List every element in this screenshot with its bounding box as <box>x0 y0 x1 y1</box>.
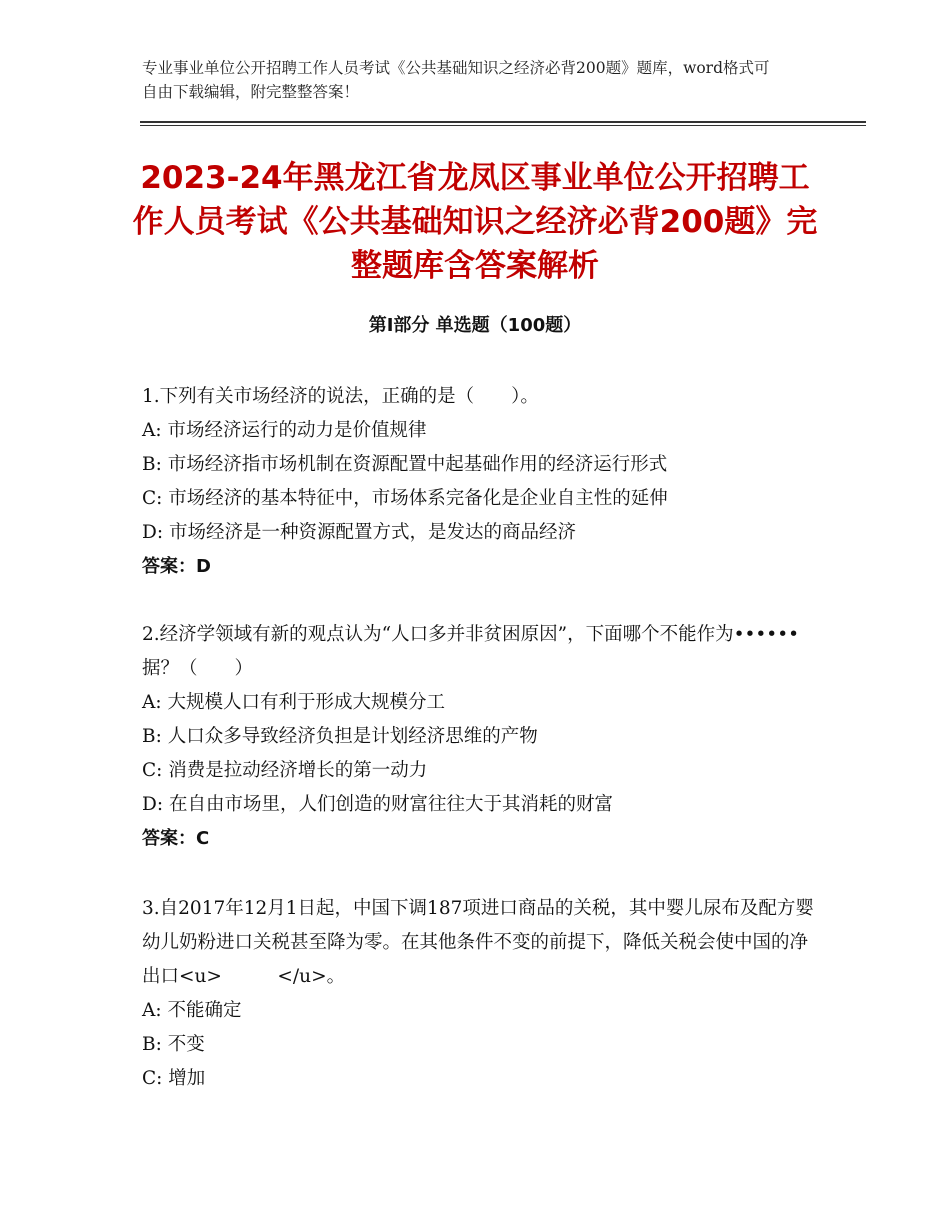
question-stem: 1.下列有关市场经济的说法，正确的是（ ）。 <box>142 386 539 407</box>
question-2 <box>142 618 822 856</box>
option-d: D: 市场经济是一种资源配置方式，是发达的商品经济 <box>142 522 576 543</box>
section-heading: 第Ⅰ部分 单选题（100题） <box>368 315 582 336</box>
question-stem: 3.自2017年12月1日起，中国下调187项进口商品的关税，其中婴儿尿布及配方婴幼儿奶粉进口关税甚至降为零。在其他条件不变的前提下，降低关税会使中国的净出口<u> </u>。 <box>142 898 814 987</box>
question-3 <box>142 892 822 1096</box>
document-title: 2023-24年黑龙江省龙凤区事业单位公开招聘工作人员考试《公共基础知识之经济必背200题》完整题库含答案解析 <box>132 160 818 284</box>
option-c: C: 消费是拉动经济增长的第一动力 <box>142 760 428 781</box>
option-a: A: 市场经济运行的动力是价值规律 <box>142 420 427 441</box>
answer: 答案：C <box>142 828 210 849</box>
option-c: C: 市场经济的基本特征中，市场体系完备化是企业自主性的延伸 <box>142 488 668 509</box>
option-a: A: 大规模人口有利于形成大规模分工 <box>142 692 445 713</box>
option-b: B: 人口众多导致经济负担是计划经济思维的产物 <box>142 726 538 747</box>
option-a: A: 不能确定 <box>142 1000 242 1021</box>
question-stem: 2.经济学领域有新的观点认为“人口多并非贫困原因”，下面哪个不能作为••••••据？（ ） <box>142 624 800 679</box>
option-d: D: 在自由市场里，人们创造的财富往往大于其消耗的财富 <box>142 794 613 815</box>
option-b: B: 不变 <box>142 1034 205 1055</box>
header-rule-thick <box>140 121 866 123</box>
answer: 答案：D <box>142 556 211 577</box>
header-note: 专业事业单位公开招聘工作人员考试《公共基础知识之经济必背200题》题库，word格式可自由下载编辑，附完整整答案！ <box>142 59 770 101</box>
header-rule-thin <box>140 125 866 126</box>
option-b: B: 市场经济指市场机制在资源配置中起基础作用的经济运行形式 <box>142 454 668 475</box>
question-1 <box>142 380 822 584</box>
option-c: C: 增加 <box>142 1068 206 1089</box>
